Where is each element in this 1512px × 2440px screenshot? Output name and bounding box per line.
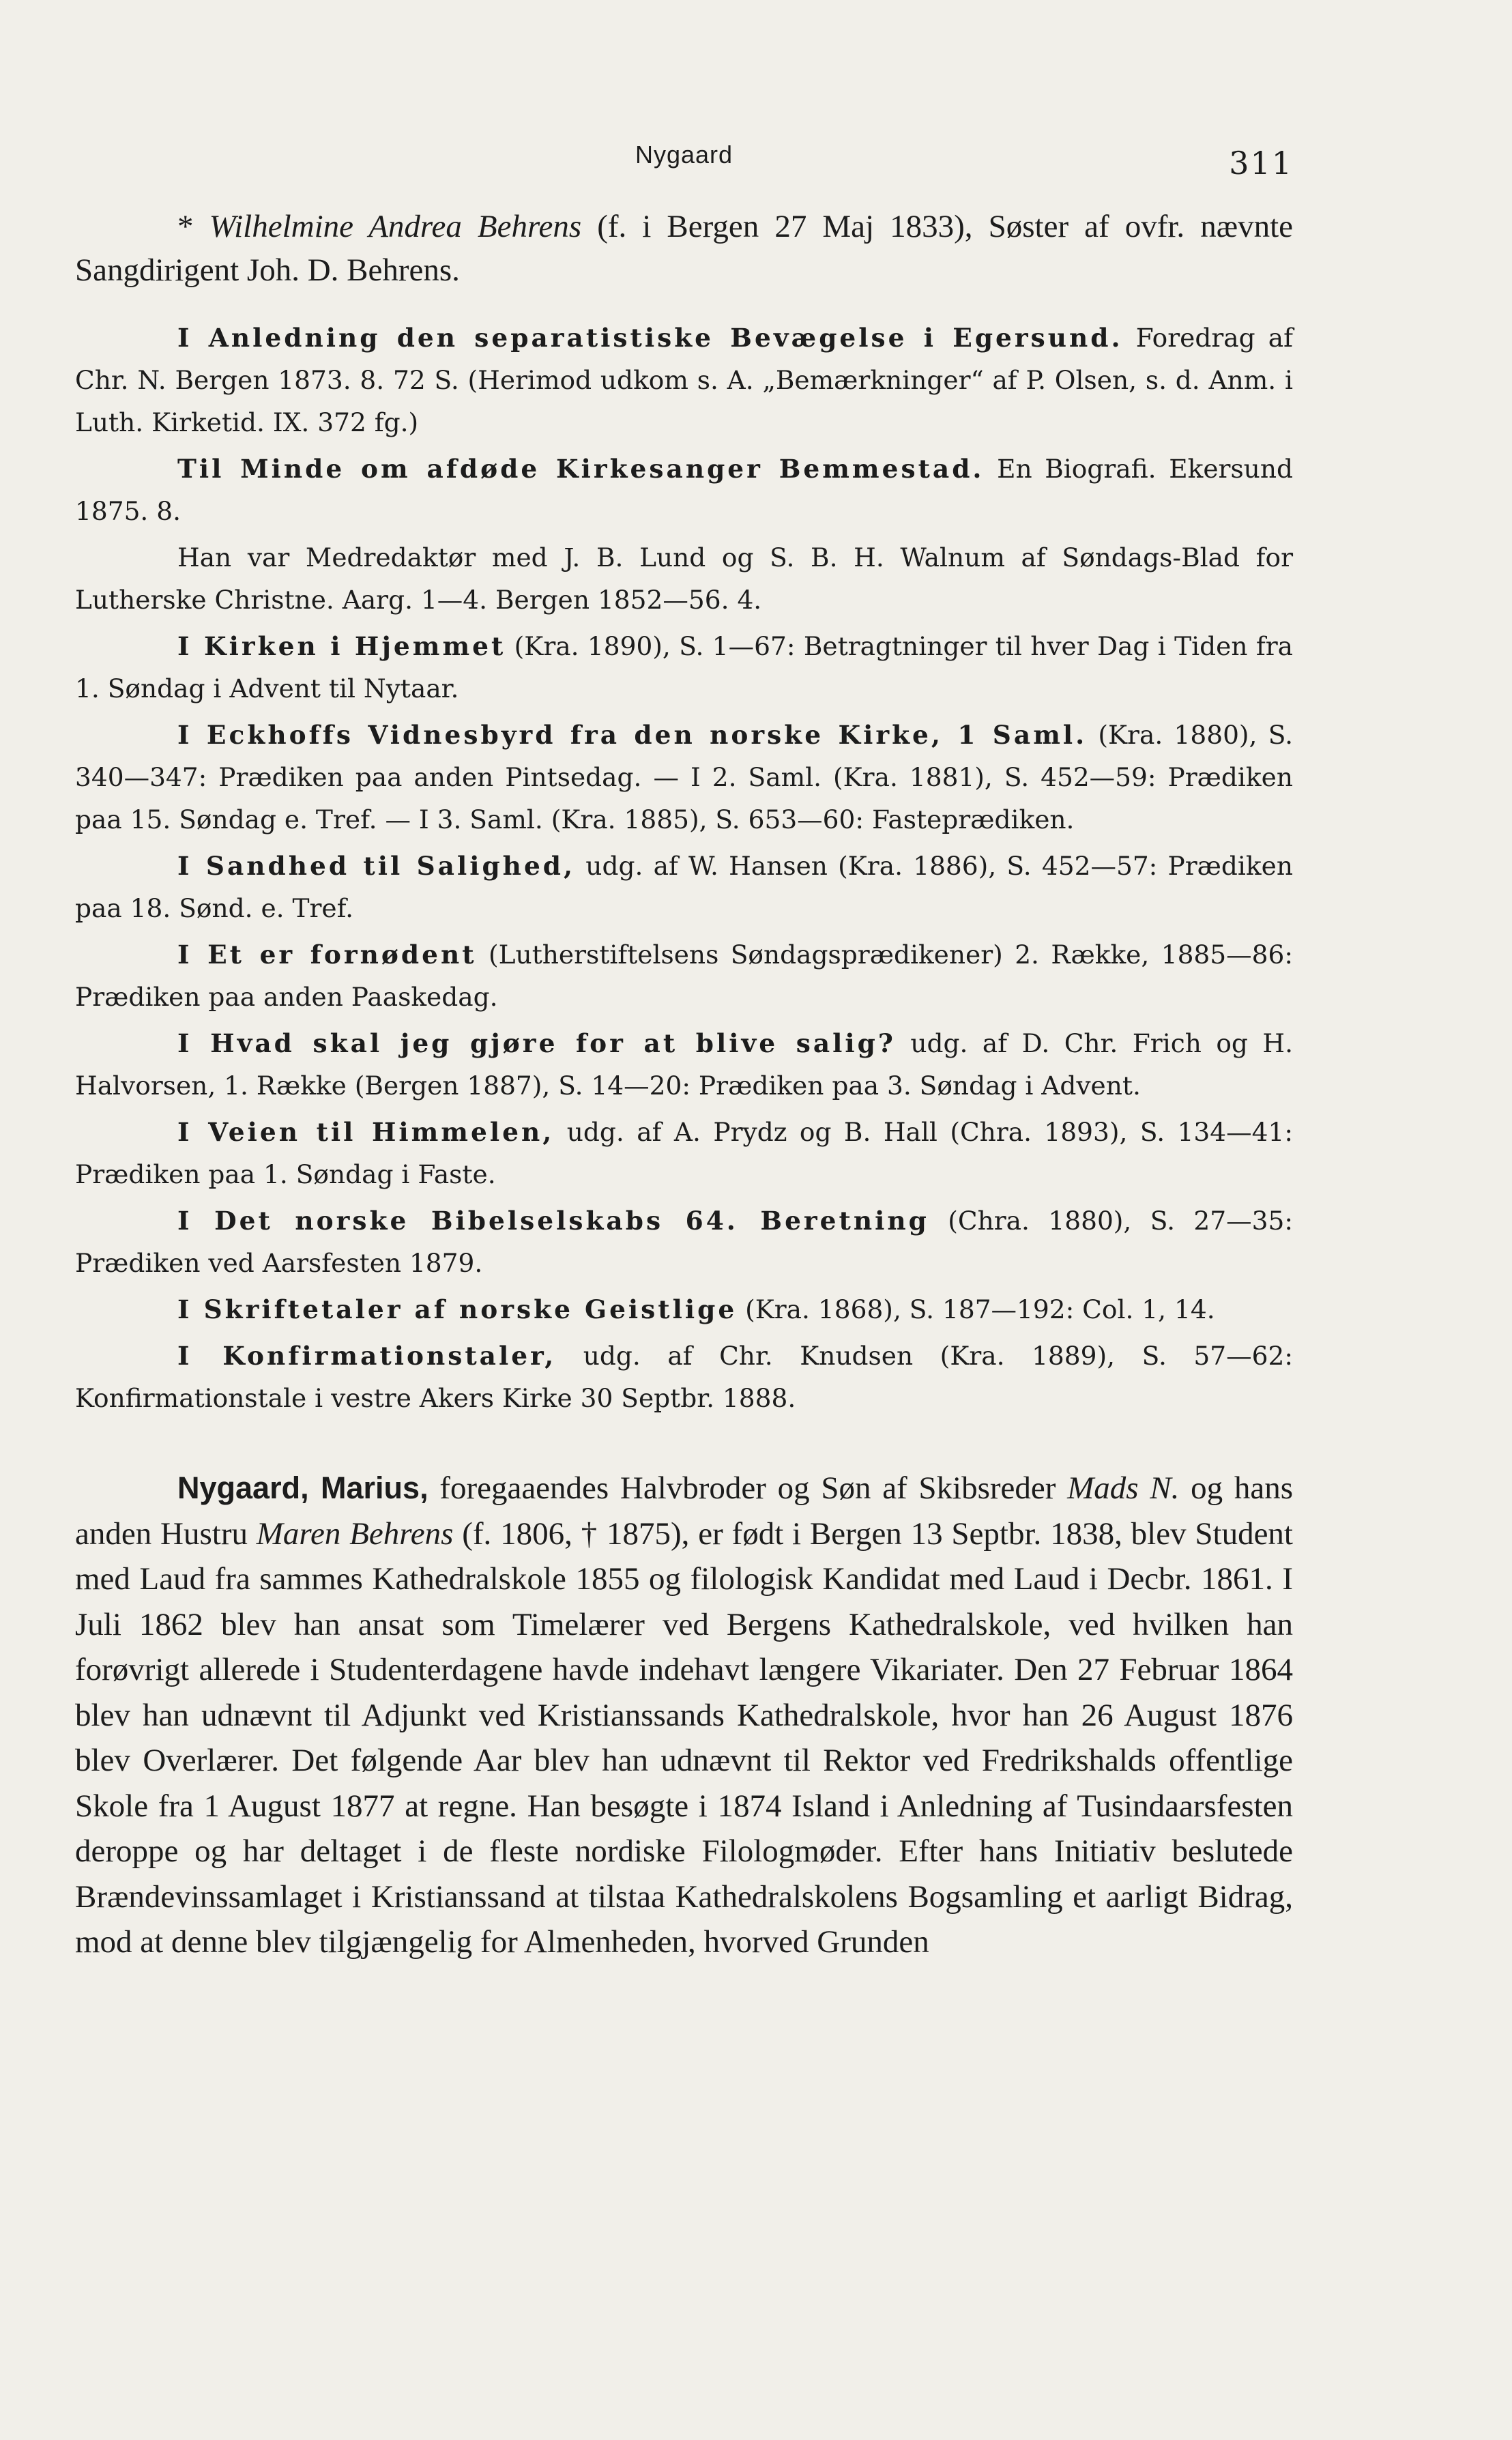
bio-name: Nygaard, Marius, [177, 1470, 428, 1505]
entry-text: (Chra. 1880), S. 27—35: Prædiken ved Aarsfesten 1879. [75, 1206, 1293, 1278]
entry-text: udg. af A. Prydz og B. Hall (Chra. 1893), S. 134—41: Prædiken paa 1. Søndag i Faste. [75, 1117, 1293, 1189]
entry-text: udg. af Chr. Knudsen (Kra. 1889), S. 57—62: Konfirmationstale i vestre Akers Kirke 30 Septbr. 1888. [75, 1341, 1293, 1413]
entry-text: Foredrag af Chr. N. Bergen 1873. 8. 72 S. (Herimod udkom s. A. „Bemærkninger“ af P. Olsen, s. d. Anm. i Luth. Kirketid. IX. 372 fg.) [75, 323, 1293, 437]
page-content [75, 205, 1293, 1965]
entry-text: udg. af D. Chr. Frich og H. Halvorsen, 1. Række (Bergen 1887), S. 14—20: Prædiken paa 3. Søndag i Advent. [75, 1028, 1294, 1101]
biography-paragraph [75, 1466, 1293, 1965]
page-number: 311 [1229, 145, 1293, 181]
bibliography-entry [75, 1288, 1293, 1331]
page-header [75, 135, 1293, 190]
bibliography-entry [75, 536, 1293, 621]
entry-text: (Kra. 1880), S. 340—347: Prædiken paa anden Pintsedag. — I 2. Saml. (Kra. 1881), S. 452—59: Prædiken paa 15. Søndag e. Tref. — I 3. Saml. (Kra. 1885), S. 653—60: Fasteprædiken. [75, 720, 1293, 834]
bibliography-entry [75, 1111, 1293, 1195]
bibliography-entry [75, 1022, 1293, 1107]
bibliography-entry [75, 317, 1293, 444]
entry-title: I Kirken i Hjemmet [177, 631, 506, 661]
intro-name: Wilhelmine Andrea Behrens [209, 209, 582, 244]
entry-title: I Et er fornødent [177, 940, 477, 970]
entry-title: I Sandhed til Salighed, [177, 851, 576, 881]
bio-text-3: (f. 1806, † 1875), er født i Bergen 13 Septbr. 1838, blev Student med Laud fra sammes Kathedralskole 1855 og filologisk Kandidat med Laud i Decbr. 1861. I Juli 1862 blev han ansat som Timelærer ved Bergens Kathedralskole, ved hvilken han forøvrigt allerede i Studenterdagene havde indehavt længere Vikariater. Den 27 Februar 1864 blev han udnævnt til Adjunkt ved Kristianssands Kathedralskole, hvor han 26 August 1876 blev Overlærer. Det følgende Aar blev han udnævnt til Rektor ved Fredrikshalds offentlige Skole fra 1 August 1877 at regne. Han besøgte i 1874 Island i Anledning af Tusindaarsfesten deroppe og har deltaget i de fleste nordiske Filologmøder. Efter hans Initiativ beslutede Brændevinssamlaget i Kristianssand at tilstaa Kathedralskolens Bogsamling et aarligt Bidrag, mod at denne blev tilgjængelig for Almenheden, hvorved Grunden [75, 1515, 1293, 1960]
entry-title: I Hvad skal jeg gjøre for at blive salig? [177, 1028, 896, 1058]
bio-text-1: foregaaendes Halvbroder og Søn af Skibsreder [428, 1470, 1068, 1506]
bio-text-2: og hans anden Hustru [75, 1470, 1293, 1552]
entry-text: Han var Medredaktør med J. B. Lund og S. B. H. Walnum af Søndags-Blad for Lutherske Christne. Aarg. 1—4. Bergen 1852—56. 4. [75, 542, 1293, 615]
bibliography-entry [75, 845, 1293, 929]
asterisk: * [177, 209, 209, 244]
bibliography-list [75, 317, 1293, 1419]
bio-father: Mads N. [1067, 1470, 1180, 1506]
entry-title: Til Minde om afdøde Kirkesanger Bemmestad. [177, 454, 985, 484]
bibliography-entry [75, 1335, 1293, 1419]
bibliography-entry [75, 933, 1293, 1018]
bibliography-entry [75, 625, 1293, 710]
entry-text: (Kra. 1890), S. 1—67: Betragtninger til hver Dag i Tiden fra 1. Søndag i Advent til Nytaar. [75, 631, 1293, 703]
bibliography-entry [75, 1200, 1293, 1284]
entry-text: (Kra. 1868), S. 187—192: Col. 1, 14. [737, 1294, 1215, 1324]
intro-text: (f. i Bergen 27 Maj 1833), Søster af ovfr. nævnte Sangdirigent Joh. D. Behrens. [75, 209, 1293, 288]
bibliography-entry [75, 448, 1293, 532]
entry-text: (Lutherstiftelsens Søndagsprædikener) 2. Række, 1885—86: Prædiken paa anden Paaskedag. [75, 940, 1294, 1012]
entry-title: I Eckhoffs Vidnesbyrd fra den norske Kirke, 1 Saml. [177, 720, 1088, 750]
entry-text: udg. af W. Hansen (Kra. 1886), S. 452—57: Prædiken paa 18. Sønd. e. Tref. [75, 851, 1293, 923]
entry-title: I Veien til Himmelen, [177, 1117, 555, 1147]
bibliography-entry [75, 714, 1293, 841]
bio-mother: Maren Behrens [256, 1515, 454, 1552]
running-head: Nygaard [635, 141, 733, 169]
entry-title: I Anledning den separatistiske Bevægelse i Egersund. [177, 323, 1123, 353]
entry-title: I Konfirmationstaler, [177, 1341, 557, 1371]
entry-title: I Det norske Bibelselskabs 64. Beretning [177, 1206, 929, 1236]
entry-title: I Skriftetaler af norske Geistlige [177, 1294, 738, 1324]
entry-text: En Biografi. Ekersund 1875. 8. [75, 454, 1293, 526]
intro-paragraph [75, 205, 1293, 292]
